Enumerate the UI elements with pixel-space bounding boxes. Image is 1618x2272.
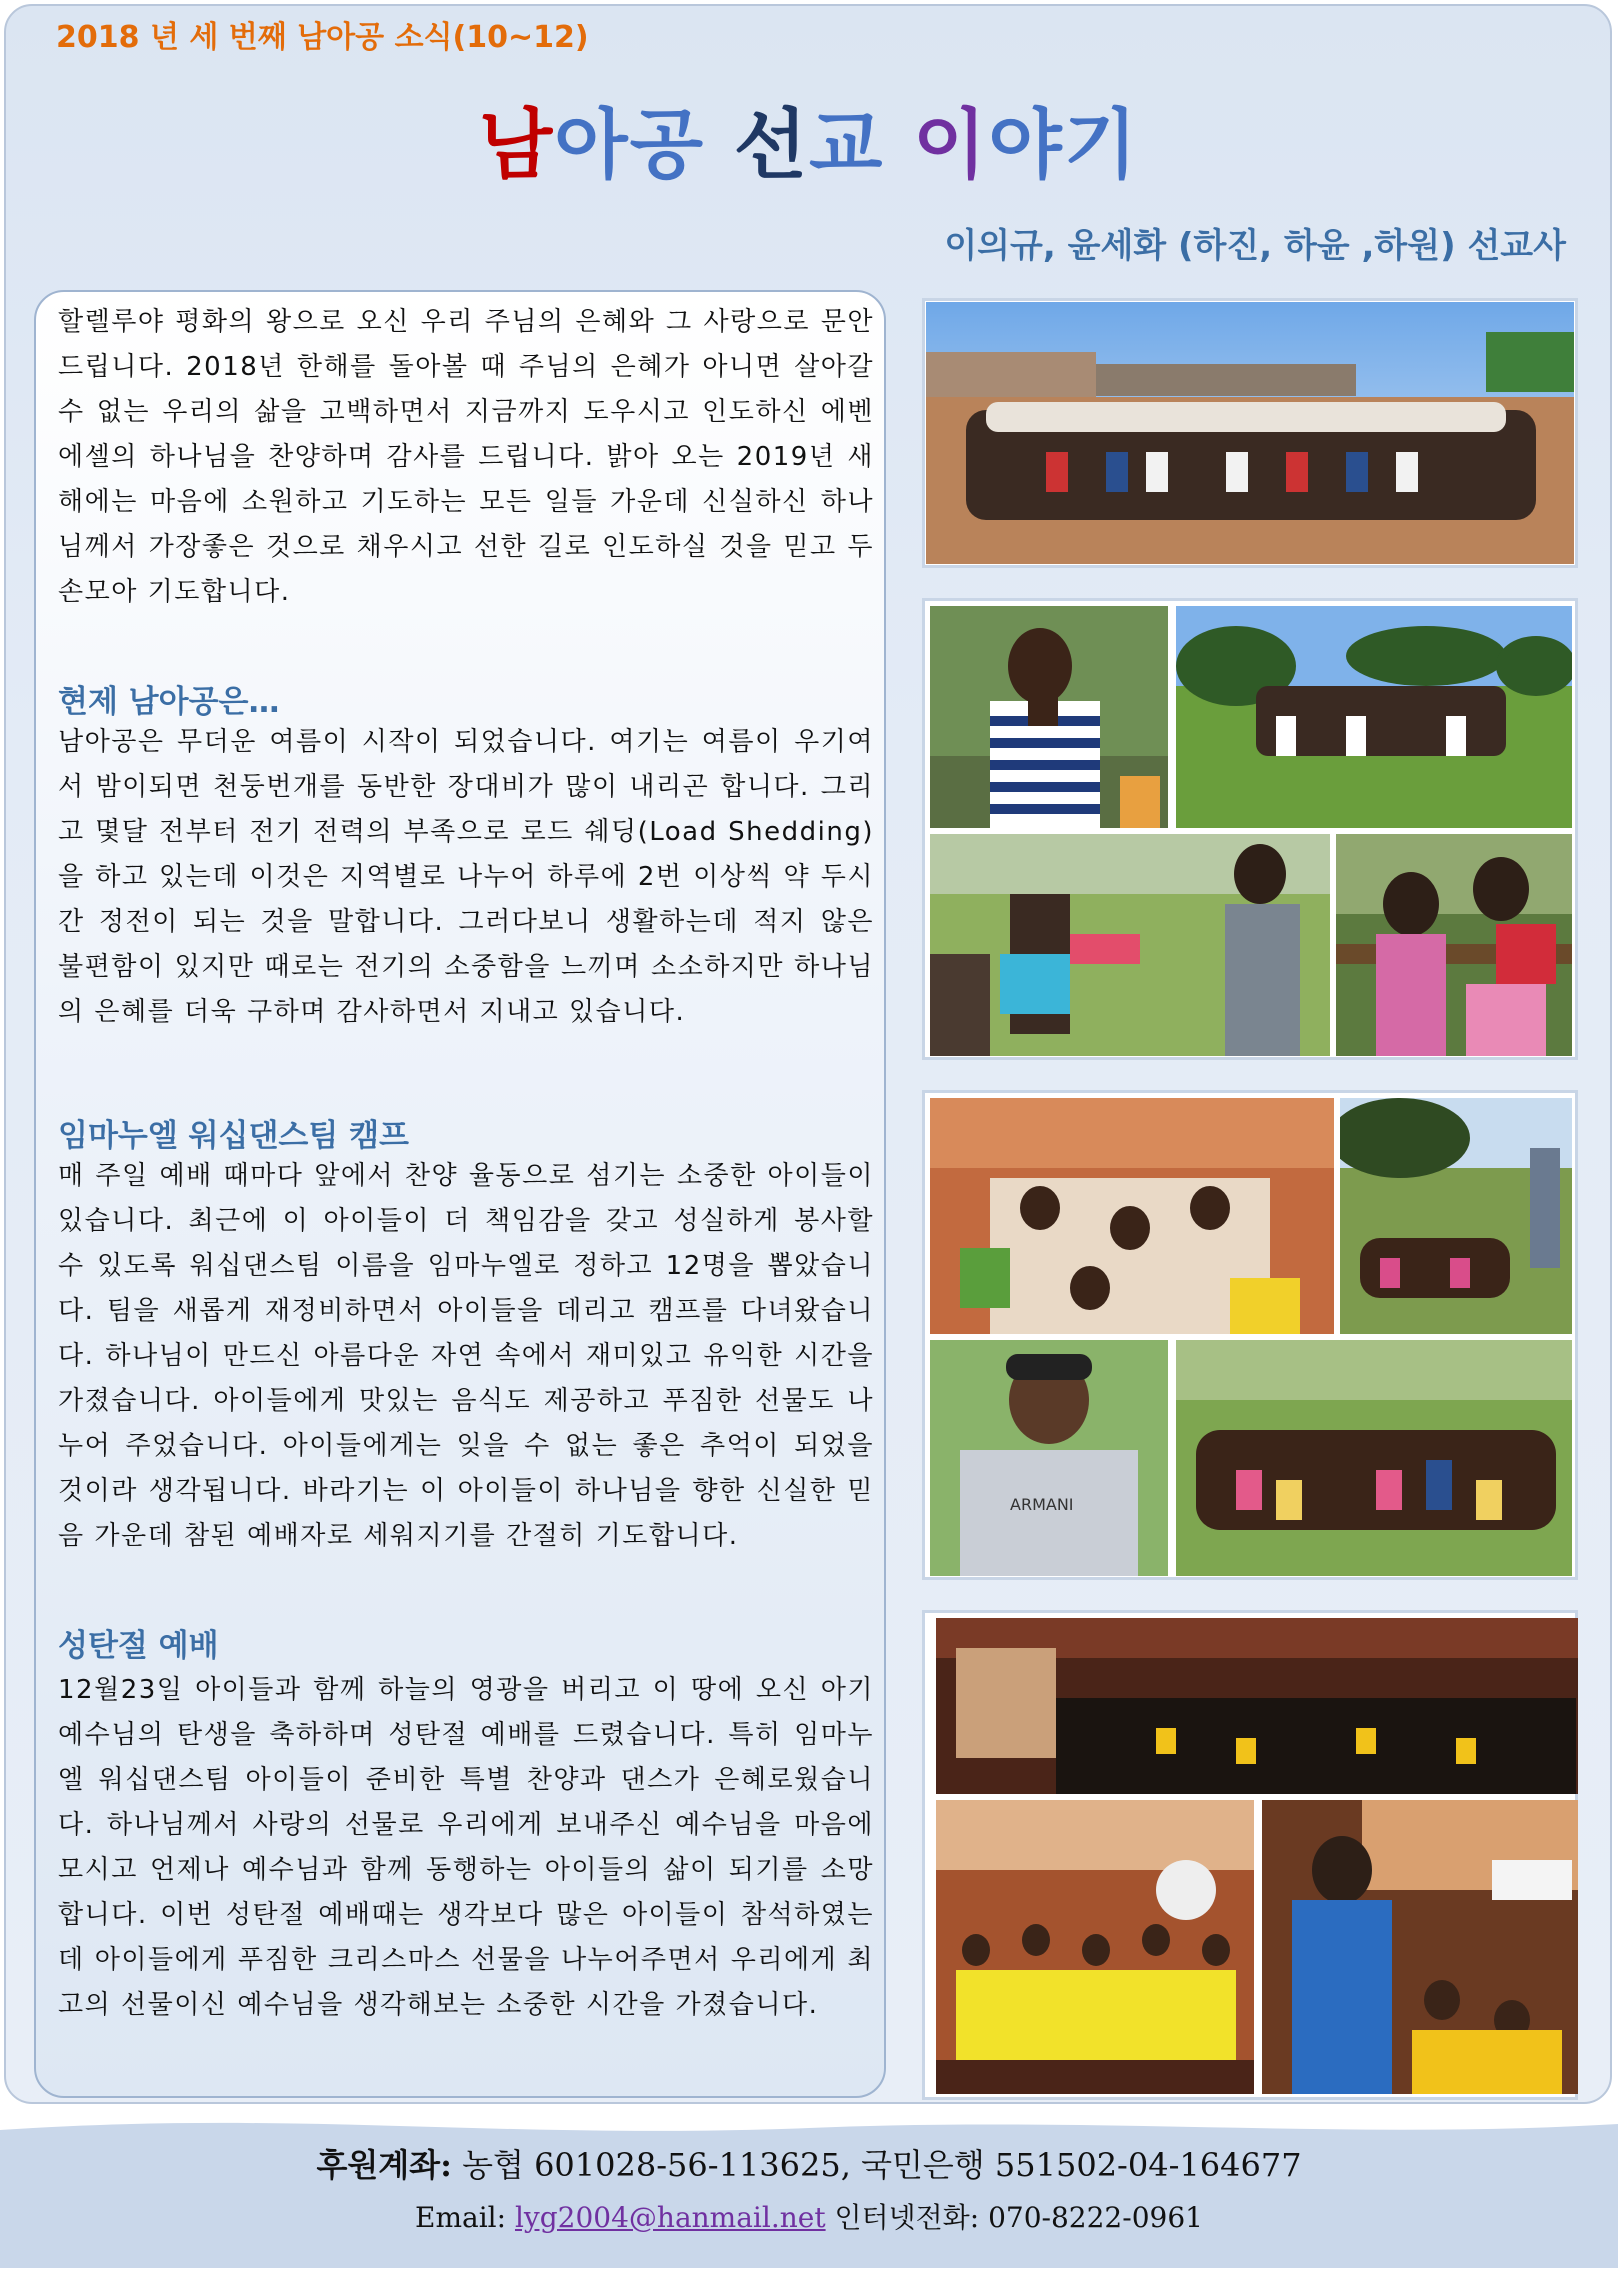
park-group-photo: [1176, 606, 1572, 828]
email-link[interactable]: lyg2004@hanmail.net: [514, 2201, 826, 2234]
title-part: 아공: [554, 100, 706, 189]
title-part: [705, 100, 733, 189]
title-part: 교: [809, 100, 885, 189]
children-writing-photo: [930, 1098, 1334, 1334]
title-part: 남: [478, 100, 555, 189]
authors-line: 이의규, 윤세화 (하진, 하윤 ,하원) 선교사: [944, 226, 1566, 266]
section-heading: 현제 남아공은…: [58, 684, 280, 720]
group-eating-photo: [1176, 1340, 1572, 1576]
account-numbers: 농협 601028-56-113625, 국민은행 551502-04-164677: [451, 2146, 1302, 2184]
donation-account: [0, 2140, 1618, 2186]
section-body: 12월23일 아이들과 함께 하늘의 영광을 버리고 이 땅에 오신 아기 예수님의 탄생을 축하하며 성탄절 예배를 드렸습니다. 특히 임마누엘 워십댄스팀 아이들이 준비한 특별 찬양과 댄스가 은혜로웠습니다. 하나님께서 사랑의 선물로 우리에게 보내주신 예수님을 마음에 모시고 언제나 예수님과 함께 동행하는 아이들의 삶이 되기를 소망합니다. 이번 성탄절 예배때는 생각보다 많은 아이들이 참석하였는데 아이들에게 푸짐한 크리스마스 선물을 나누어주면서 우리에게 최고의 선물이신 예수님을 생각해보는 소중한 시간을 가졌습니다.: [58, 1675, 874, 2020]
section-heading: 임마누엘 워십댄스팀 캠프: [58, 1118, 409, 1154]
section-body: 남아공은 무더운 여름이 시작이 되었습니다. 여기는 여름이 우기여서 밤이되면 천둥번개를 동반한 장대비가 많이 내리곤 합니다. 그리고 몇달 전부터 전기 전력의 부족으로 로드 쉐딩(Load Shedding)을 하고 있는데 이것은 지역별로 나누어 하루에 2번 이상씩 약 두시간 정전이 되는 것을 말합니다. 그러다보니 생활하는데 적지 않은 불편함이 있지만 때로는 전기의 소중함을 느끼며 소소하지만 하나님의 은혜를 더욱 구하며 감사하면서 지내고 있습니다.: [58, 727, 874, 1027]
account-label: 후원계좌:: [316, 2146, 452, 2184]
title-part: 야기: [988, 100, 1140, 189]
issue-label: 2018 년 세 번째 남아공 소식(10~12): [56, 20, 589, 55]
section-body: 매 주일 예배 때마다 앞에서 찬양 율동으로 섬기는 소중한 아이들이 있습니다. 최근에 이 아이들이 더 책임감을 갖고 성실하게 봉사할 수 있도록 워십댄스팀 이름을 임마누엘로 정하고 12명을 뽑았습니다. 팀을 새롭게 재정비하면서 아이들을 데리고 캠프를 다녀왔습니다. 하나님이 만드신 아름다운 자연 속에서 재미있고 유익한 시간을 가졌습니다. 아이들에게 맛있는 음식도 제공하고 푸짐한 선물도 나누어 주었습니다. 아이들에게는 잊을 수 없는 좋은 추억이 되었을 것이라 생각됩니다. 바라기는 이 아이들이 하나님을 향한 신실한 믿음 가운데 참된 예배자로 세워지기를 간절히 기도합니다.: [58, 1161, 874, 1551]
girls-smiling-photo: [1336, 834, 1572, 1056]
title-part: 선: [733, 100, 809, 189]
praying-girl-photo: [930, 606, 1168, 828]
email-label: Email:: [415, 2201, 515, 2234]
intro-paragraph: 할렐루야 평화의 왕으로 오신 우리 주님의 은혜와 그 사랑으로 문안 드립니다. 2018년 한해를 돌아볼 때 주님의 은혜가 아니면 살아갈 수 없는 우리의 삶을 고백하면서 지금까지 도우시고 인도하신 에벤에셀의 하나님을 찬양하며 감사를 드립니다. 밝아 오는 2019년 새해에는 마음에 소원하고 기도하는 모든 일들 가운데 신실하신 하나님께서 가장좋은 것으로 채우시고 선한 길로 인도하실 것을 믿고 두 손모아 기도합니다.: [58, 307, 874, 607]
footer-band: [0, 2110, 1618, 2268]
christmas-service-photo: [936, 1618, 1578, 1794]
contact-line: [0, 2196, 1618, 2236]
group-photo-outdoor: [926, 302, 1574, 564]
page-title: [0, 84, 1618, 193]
boy-portrait-photo: [930, 1340, 1168, 1576]
dance-team-photo: [936, 1800, 1254, 2094]
title-part: 이: [912, 100, 989, 189]
phone-number: 인터넷전화: 070-8222-0961: [825, 2201, 1203, 2234]
gift-giving-photo: [930, 834, 1330, 1056]
svg-text:ARMANI: ARMANI: [1010, 1495, 1074, 1514]
gift-distribution-photo: [1262, 1800, 1578, 2094]
section-heading: 성탄절 예배: [58, 1628, 219, 1664]
title-part: [884, 100, 912, 189]
picnic-photo: [1340, 1098, 1572, 1334]
